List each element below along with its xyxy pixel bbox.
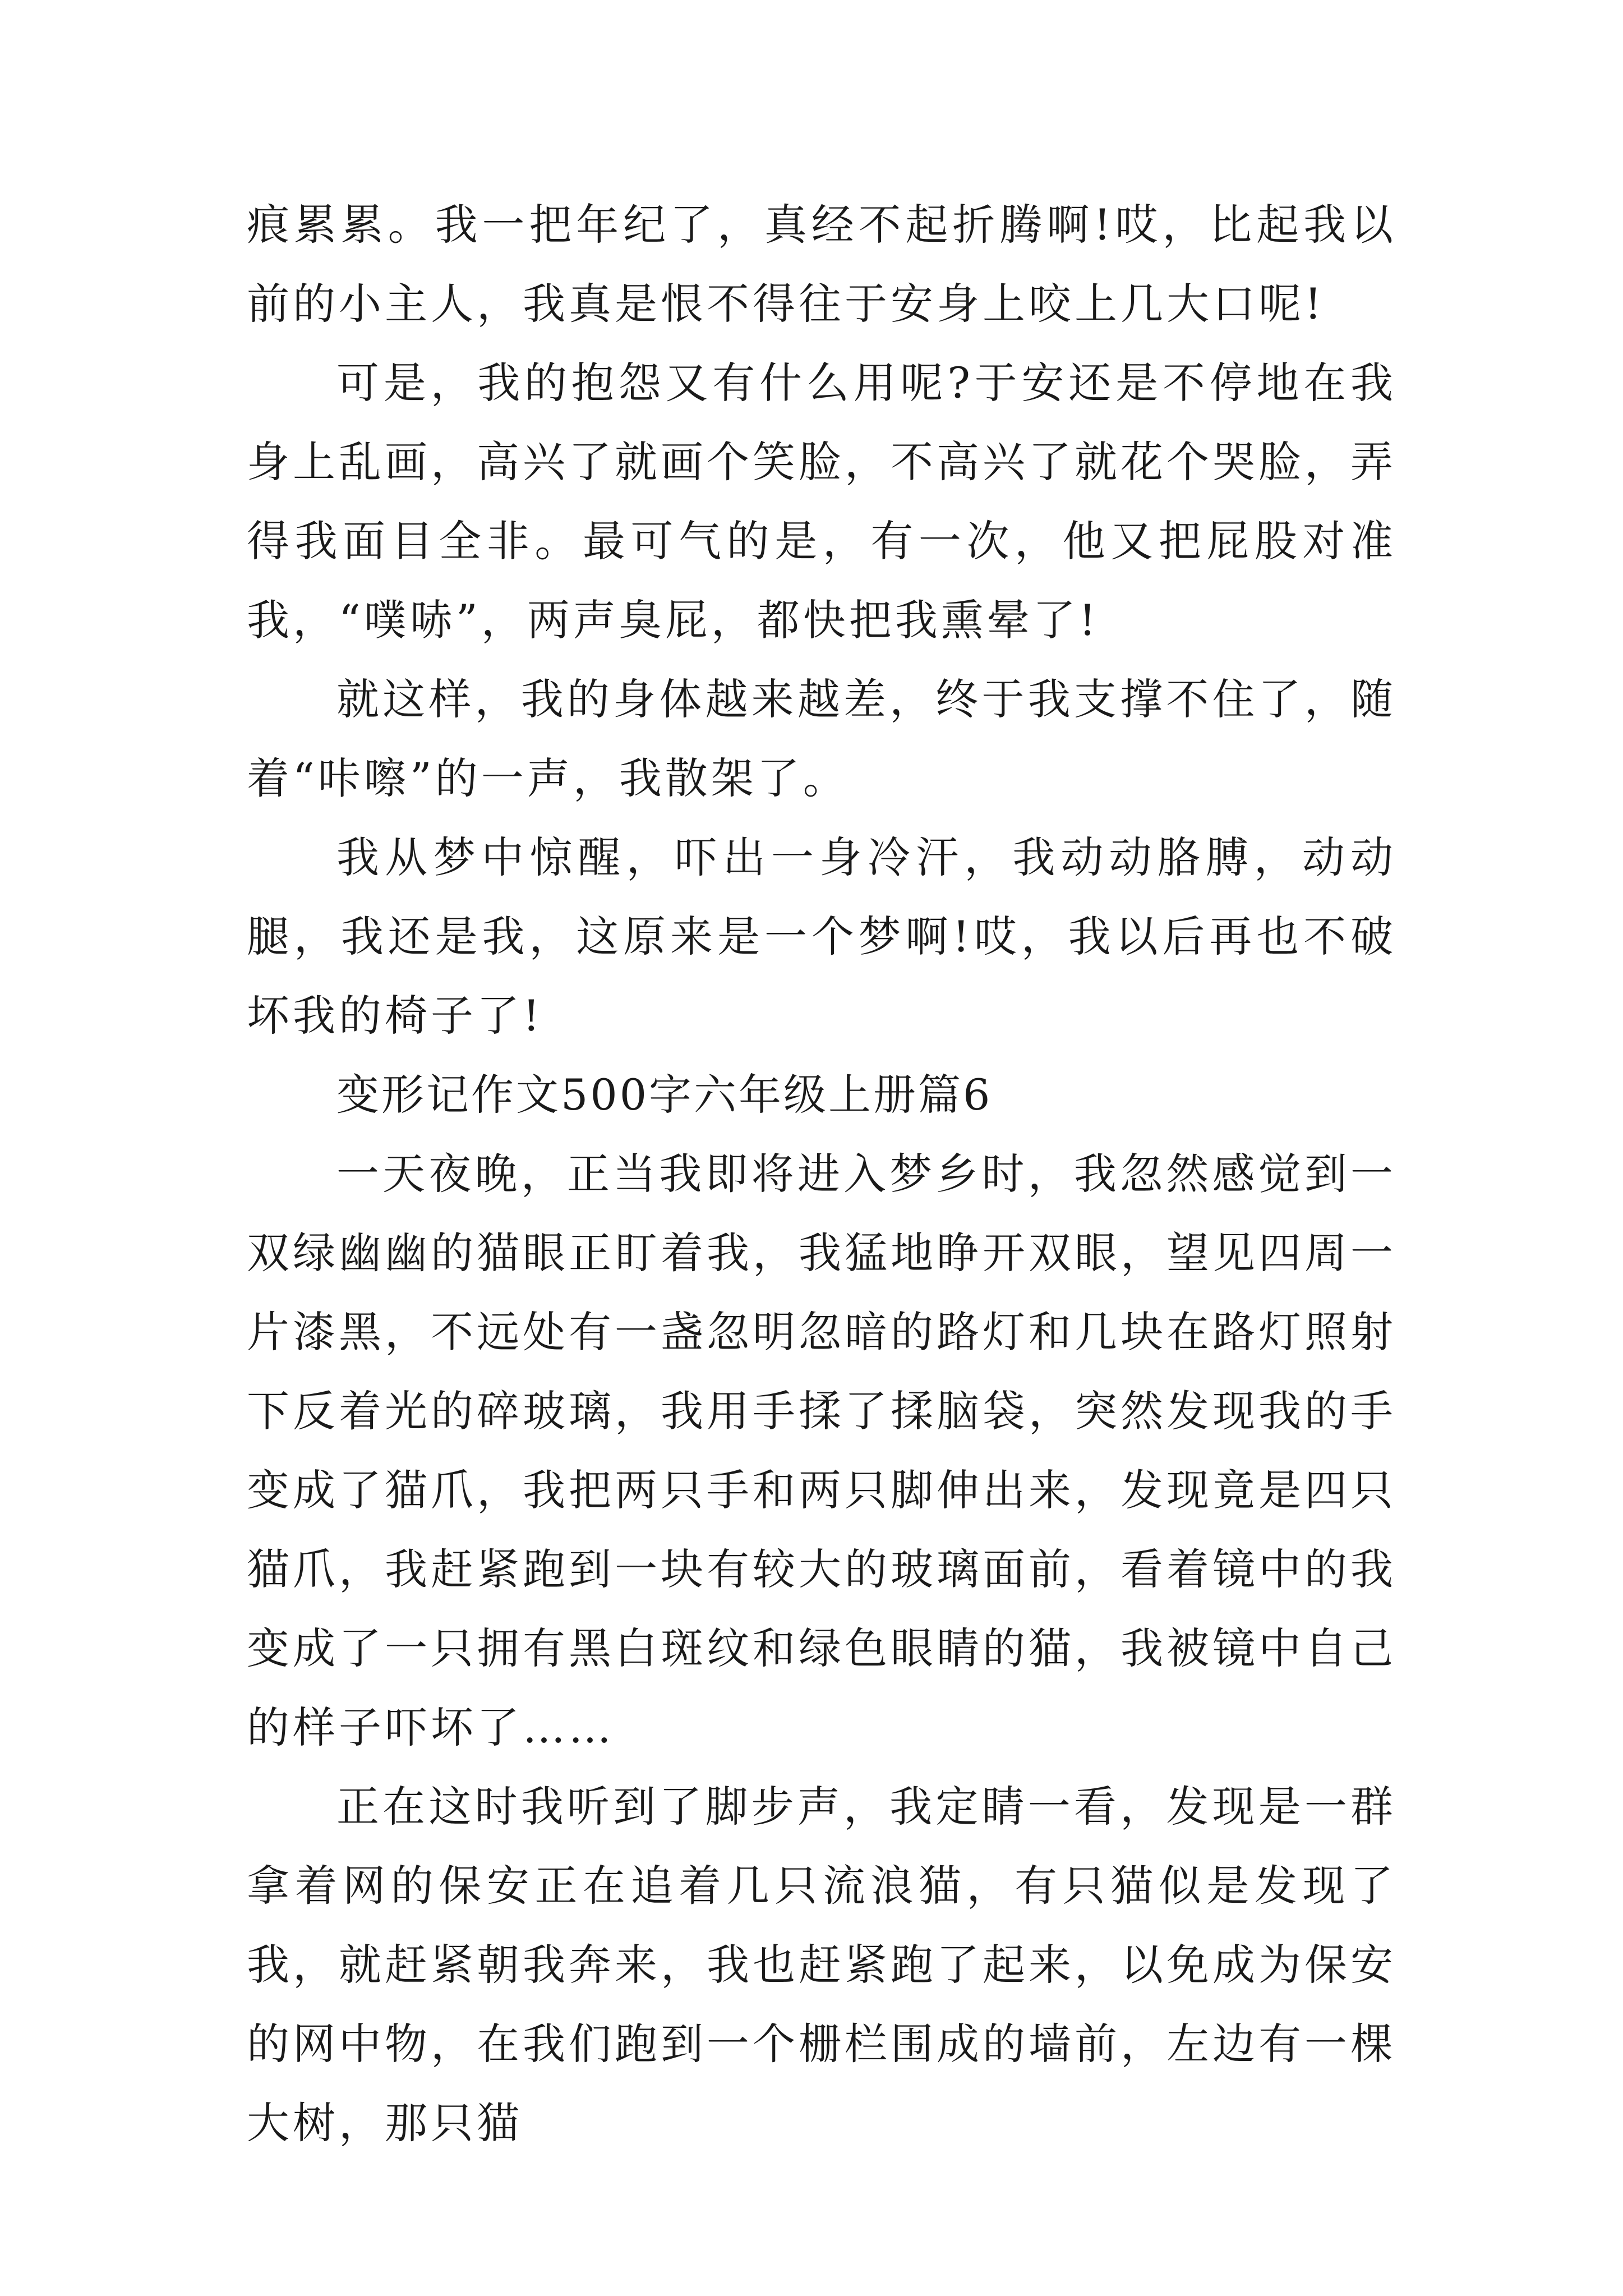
document-page <box>247 185 1396 2162</box>
paragraph-1: 痕累累。我一把年纪了，真经不起折腾啊!哎，比起我以前的小主人，我真是恨不得往于安身上咬上几大口呢! <box>247 200 1396 329</box>
paragraph-3: 就这样，我的身体越来越差，终于我支撑不住了，随着“咔嚓”的一声，我散架了。 <box>247 674 1396 803</box>
paragraph-2: 可是，我的抱怨又有什么用呢?于安还是不停地在我身上乱画，高兴了就画个笑脸，不高兴了就花个哭脸，弄得我面目全非。最可气的是，有一次，他又把屁股对准我，“噗哧”，两声臭屁，都快把我熏晕了! <box>247 358 1396 645</box>
section-heading: 变形记作文500字六年级上册篇6 <box>336 1070 993 1120</box>
paragraph-6: 正在这时我听到了脚步声，我定睛一看，发现是一群拿着网的保安正在追着几只流浪猫，有只猫似是发现了我，就赶紧朝我奔来，我也赶紧跑了起来，以免成为保安的网中物，在我们跑到一个栅栏围成的墙前，左边有一棵大树，那只猫 <box>247 1782 1396 2148</box>
paragraph-4: 我从梦中惊醒，吓出一身冷汗，我动动胳膊，动动腿，我还是我，这原来是一个梦啊!哎，我以后再也不破坏我的椅子了! <box>247 832 1396 1041</box>
paragraph-5: 一天夜晚，正当我即将进入梦乡时，我忽然感觉到一双绿幽幽的猫眼正盯着我，我猛地睁开双眼，望见四周一片漆黑，不远处有一盏忽明忽暗的路灯和几块在路灯照射下反着光的碎玻璃，我用手揉了揉脑袋，突然发现我的手变成了猫爪，我把两只手和两只脚伸出来，发现竟是四只猫爪，我赶紧跑到一块有较大的玻璃面前，看着镜中的我变成了一只拥有黑白斑纹和绿色眼睛的猫，我被镜中自己的样子吓坏了…… <box>247 1149 1396 1752</box>
